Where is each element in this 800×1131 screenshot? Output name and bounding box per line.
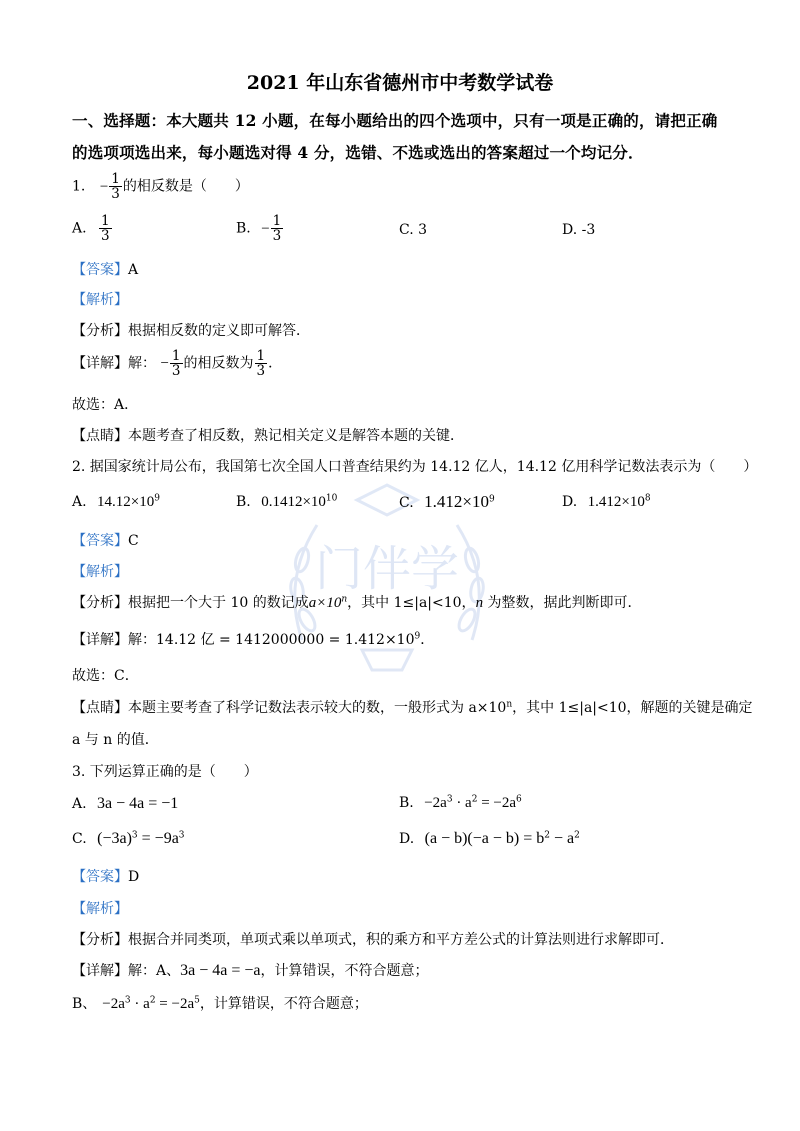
option-expression: 1.412×10 <box>587 494 645 510</box>
fenxi-tag: 【分析】 <box>72 932 128 948</box>
answer-value: D <box>128 869 140 885</box>
option-label: A. <box>72 796 87 812</box>
q2-option-b <box>236 494 337 511</box>
fenxi-tag: 【分析】 <box>72 595 128 611</box>
q1-answer <box>72 259 138 279</box>
option-expression: · a <box>452 795 472 811</box>
option-label: C. <box>72 831 87 847</box>
option-expression: (−3a) <box>97 830 132 847</box>
exponent: 5 <box>194 995 200 1006</box>
exponent: 2 <box>471 794 478 805</box>
question-number: 1. <box>72 178 86 195</box>
q2-analysis <box>72 561 128 581</box>
fraction <box>99 214 112 243</box>
fraction-numerator: 1 <box>256 348 266 364</box>
question-2-stem: 2. 据国家统计局公布，我国第七次全国人口普查结果约为 14.12 亿人，14.12 亿用科学记数法表示为（ ） <box>72 459 758 475</box>
fraction-denominator: 3 <box>111 186 120 203</box>
q3-detail <box>72 960 429 980</box>
fenxi-text: 根据相反数的定义即可解答． <box>128 323 310 339</box>
exponent: 3 <box>124 995 131 1006</box>
q2-answer <box>72 530 139 550</box>
option-expression: −2a <box>424 795 447 811</box>
fenxi-text: 根据把一个大于 10 的数记成 <box>128 595 309 611</box>
detail-text: ，计算错误，不符合题意； <box>199 996 368 1012</box>
detail-text: ，计算错误，不符合题意； <box>260 963 429 979</box>
q1-dianjing <box>72 425 464 445</box>
fraction <box>109 172 122 201</box>
q2-option-c <box>399 492 495 512</box>
answer-value: A <box>128 262 139 278</box>
answer-value: C <box>128 533 139 549</box>
option-label: C. <box>399 495 414 511</box>
option-label: A. <box>72 494 87 510</box>
exponent: n <box>506 699 513 710</box>
answer-tag: 【答案】 <box>72 533 128 549</box>
option-expression: = −2a <box>477 795 517 811</box>
fraction <box>255 349 268 378</box>
q3-option-c <box>72 830 185 848</box>
q2-option-d <box>562 494 651 511</box>
exponent: n <box>341 594 348 605</box>
detail-expression: −2a <box>102 996 125 1012</box>
minus-sign: − <box>99 178 109 195</box>
q3-fenxi <box>72 929 674 949</box>
exponent: 3 <box>131 830 138 841</box>
page-title: 2021 年山东省德州市中考数学试卷 <box>246 72 554 94</box>
q1-choose: 故选：A． <box>72 397 139 413</box>
q3-option-d <box>399 830 580 848</box>
fraction <box>170 349 183 378</box>
q1-option-b <box>236 214 284 243</box>
dianjing-tag: 【点睛】 <box>72 700 128 716</box>
variable-n: n <box>475 595 484 611</box>
question-text: 的相反数是（ ） <box>122 178 249 195</box>
detail-tag: 【详解】 <box>72 355 128 372</box>
exponent: 9 <box>488 494 495 505</box>
detail-end: ． <box>268 355 283 372</box>
q1-option-c: C. 3 <box>399 222 428 238</box>
watermark-text: 门伴学 <box>314 541 460 597</box>
detail-expression: 3a − 4a = −a <box>180 962 261 979</box>
option-label: D. <box>562 494 578 510</box>
q3-analysis <box>72 898 128 918</box>
q1-option-a <box>72 214 113 243</box>
q2-detail <box>72 629 434 649</box>
detail-prefix: 解： <box>128 355 156 372</box>
detail-end: ． <box>420 632 435 648</box>
detail-tag: 【详解】 <box>72 632 128 648</box>
fenxi-tag: 【分析】 <box>72 323 128 339</box>
q2-dianjing-line2: a 与 n 的值． <box>72 732 159 748</box>
fraction-denominator: 3 <box>101 228 110 245</box>
q3-option-a <box>72 795 178 813</box>
dianjing-tag: 【点睛】 <box>72 428 128 444</box>
option-expression: 1.412×10 <box>424 492 489 511</box>
detail-text: 解：14.12 亿 = 1412000000 = 1.412×10 <box>128 632 415 648</box>
fraction-numerator: 1 <box>111 171 120 187</box>
fraction-numerator: 1 <box>101 213 110 229</box>
q1-option-d: D. -3 <box>562 222 596 238</box>
option-label: A. <box>72 220 87 237</box>
option-expression: = −9a <box>137 830 179 847</box>
dianjing-text: ，其中 1≤|a|<10，解题的关键是确定 <box>512 700 753 716</box>
question-3-stem: 3. 下列运算正确的是（ ） <box>72 764 258 780</box>
fraction <box>271 214 284 243</box>
exponent: 2 <box>149 995 156 1006</box>
dianjing-text: 本题考查了相反数，熟记相关定义是解答本题的关键． <box>128 428 464 444</box>
minus-sign: − <box>261 220 270 237</box>
exponent: 10 <box>325 493 338 504</box>
detail-label: B、 <box>72 996 97 1012</box>
fenxi-text: 根据合并同类项，单项式乘以单项式，积的乘方和平方差公式的计算法则进行求解即可． <box>128 932 674 948</box>
exponent: 3 <box>446 794 453 805</box>
q3-detail-b <box>72 993 368 1013</box>
detail-expression: = −2a <box>155 996 195 1012</box>
option-label: B. <box>399 795 414 811</box>
question-1-stem <box>72 172 249 201</box>
dianjing-text: 本题主要考查了科学记数法表示较大的数，一般形式为 a×10 <box>128 700 507 716</box>
exponent: 9 <box>154 493 160 504</box>
q1-detail <box>72 349 282 378</box>
fenxi-expression: a×10 <box>308 595 342 611</box>
option-expression: 14.12×10 <box>97 494 155 510</box>
option-label: B. <box>236 220 251 237</box>
detail-text: 解：A、 <box>128 963 181 979</box>
analysis-tag: 【解析】 <box>72 564 128 580</box>
analysis-tag: 【解析】 <box>72 901 128 917</box>
analysis-tag: 【解析】 <box>72 292 128 308</box>
fraction-denominator: 3 <box>256 363 266 380</box>
exponent: 6 <box>516 794 522 805</box>
fraction-numerator: 1 <box>171 348 181 364</box>
option-expression: − a <box>549 830 575 847</box>
q2-option-a <box>72 494 160 511</box>
exponent: 8 <box>644 493 651 504</box>
q1-fenxi <box>72 320 310 340</box>
option-expression: 0.1412×10 <box>261 494 326 510</box>
fraction-numerator: 1 <box>272 213 282 229</box>
option-expression: 3a − 4a = −1 <box>97 795 179 812</box>
q2-dianjing <box>72 697 753 717</box>
detail-expression: · a <box>130 996 150 1012</box>
minus-sign: − <box>160 355 169 372</box>
fenxi-text: 为整数，据此判断即可． <box>483 595 642 611</box>
q3-option-b <box>399 795 522 812</box>
exponent: 2 <box>544 830 550 841</box>
exponent: 2 <box>574 830 580 841</box>
exponent: 9 <box>414 631 421 642</box>
answer-tag: 【答案】 <box>72 262 128 278</box>
section-heading-line2: 的选项项选出来，每小题选对得 4 分，选错、不选或选出的答案超过一个均记分． <box>72 143 644 162</box>
option-label: B. <box>236 494 251 510</box>
detail-text: 的相反数为 <box>183 355 254 372</box>
fraction-denominator: 3 <box>171 363 181 380</box>
exponent: 3 <box>178 830 185 841</box>
answer-tag: 【答案】 <box>72 869 128 885</box>
q3-answer <box>72 866 139 886</box>
fraction-denominator: 3 <box>272 228 282 245</box>
q1-analysis <box>72 289 128 309</box>
q2-fenxi <box>72 592 642 612</box>
q2-choose: 故选：C． <box>72 668 139 684</box>
section-heading-line1: 一、选择题：本大题共 12 小题，在每小题给出的四个选项中，只有一项是正确的，请把正确 <box>72 111 718 130</box>
option-expression: (a − b)(−a − b) = b <box>424 830 545 847</box>
fenxi-text: ，其中 1≤|a|<10， <box>347 595 476 611</box>
option-label: D. <box>399 831 415 847</box>
detail-tag: 【详解】 <box>72 963 128 979</box>
